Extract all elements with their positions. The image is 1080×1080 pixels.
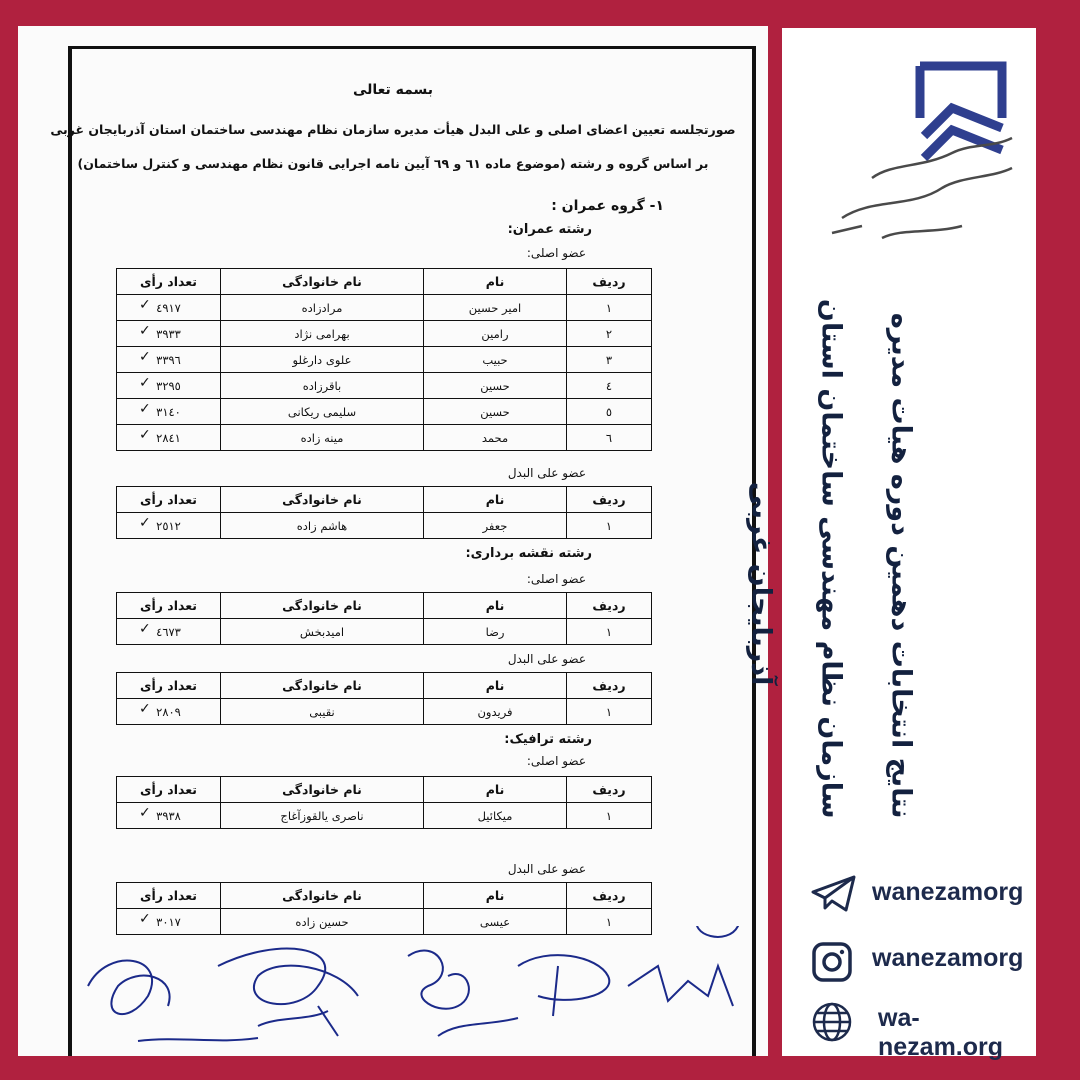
check-mark: ✓ xyxy=(139,701,151,717)
col-first-name: نام xyxy=(424,673,567,699)
cell-last-name: باقرزاده xyxy=(221,373,424,399)
col-last-name: نام خانوادگی xyxy=(221,777,424,803)
instagram-handle[interactable]: wanezamorg xyxy=(872,944,1024,972)
alt-member-label-civil: عضو علی البدل xyxy=(507,466,586,480)
vote-count: ٢٨٤١ xyxy=(156,430,181,445)
alt-member-label-surveying: عضو علی البدل xyxy=(507,652,586,666)
cell-last-name: امیدبخش xyxy=(221,619,424,645)
col-votes: تعداد رأی xyxy=(117,487,221,513)
vote-count: ٢٨٠٩ xyxy=(156,704,181,719)
cell-votes xyxy=(117,803,221,829)
main-member-label-civil: عضو اصلی: xyxy=(526,246,586,260)
telegram-handle[interactable]: wanezamorg xyxy=(872,878,1024,906)
col-row-number: ردیف xyxy=(567,883,652,909)
check-mark: ✓ xyxy=(139,323,151,339)
cell-last-name: سلیمی ریکانی xyxy=(221,399,424,425)
panel-title-line-3: آذربایجان غربی xyxy=(745,481,777,686)
table-row xyxy=(117,513,652,539)
table-civil-alt xyxy=(116,486,652,539)
cell-first-name: عیسی xyxy=(424,909,567,935)
signature-6 xyxy=(628,966,733,1006)
cell-first-name: حسین xyxy=(424,399,567,425)
vote-count: ٣١٤٠ xyxy=(156,404,181,419)
check-mark: ✓ xyxy=(139,805,151,821)
cell-first-name: امیر حسین xyxy=(424,295,567,321)
main-member-label-traffic: عضو اصلی: xyxy=(526,754,586,768)
cell-first-name: حسین xyxy=(424,373,567,399)
table-row xyxy=(117,347,652,373)
signature-5 xyxy=(518,955,609,1016)
cell-first-name: حبیب xyxy=(424,347,567,373)
table-row xyxy=(117,373,652,399)
cell-last-name: مینه زاده xyxy=(221,425,424,451)
cell-row: ٦ xyxy=(567,425,652,451)
table-header-row xyxy=(117,673,652,699)
cell-row: ٣ xyxy=(567,347,652,373)
table-civil-main xyxy=(116,268,652,451)
cell-last-name: بهرامی نژاد xyxy=(221,321,424,347)
cell-row: ١ xyxy=(567,699,652,725)
col-votes: تعداد رأی xyxy=(117,883,221,909)
cell-votes xyxy=(117,513,221,539)
check-mark: ✓ xyxy=(139,515,151,531)
document-title-line-1: صورتجلسه تعیین اعضای اصلی و علی البدل هیأت مدیره سازمان نظام مهندسی ساختمان استان آذربایجان غربی xyxy=(50,122,736,137)
signature-8 xyxy=(138,1038,258,1041)
group-heading: ١- گروه عمران : xyxy=(551,198,664,214)
col-votes: تعداد رأی xyxy=(117,777,221,803)
table-header-row xyxy=(117,269,652,295)
col-votes: تعداد رأی xyxy=(117,269,221,295)
vote-count: ٣٢٩٥ xyxy=(156,378,181,393)
document-header: بسمه تعالی xyxy=(352,82,434,98)
cell-row: ١ xyxy=(567,619,652,645)
col-last-name: نام خانوادگی xyxy=(221,269,424,295)
signatures xyxy=(18,926,768,1056)
signature-1 xyxy=(88,961,170,1015)
signature-9 xyxy=(438,1018,518,1036)
signature-2 xyxy=(218,949,358,1005)
alt-member-label-traffic: عضو علی البدل xyxy=(507,862,586,876)
organization-logo xyxy=(802,58,1022,248)
document-title-line-2: بر اساس گروه و رشته (موضوع ماده ٦١ و ٦٩ آیین نامه اجرایی قانون نظام مهندسی و کنترل ساختمان) xyxy=(77,156,709,171)
check-mark: ✓ xyxy=(139,349,151,365)
vote-count: ٣٩٣٨ xyxy=(156,808,181,823)
instagram-icon xyxy=(810,940,854,984)
panel-title-line-1: نتایج انتخابات دهمین دوره هیات مدیره xyxy=(885,312,917,819)
cell-votes xyxy=(117,699,221,725)
table-row xyxy=(117,295,652,321)
table-header-row xyxy=(117,593,652,619)
cell-first-name: فریدون xyxy=(424,699,567,725)
field-heading-surveying: رشته نقشه برداری: xyxy=(465,546,592,561)
col-row-number: ردیف xyxy=(567,487,652,513)
field-heading-traffic: رشته ترافیک: xyxy=(504,732,592,747)
col-first-name: نام xyxy=(424,487,567,513)
cell-row: ١ xyxy=(567,513,652,539)
main-member-label-surveying: عضو اصلی: xyxy=(526,572,586,586)
col-last-name: نام خانوادگی xyxy=(221,673,424,699)
signature-7 xyxy=(678,926,740,937)
col-votes: تعداد رأی xyxy=(117,593,221,619)
telegram-icon xyxy=(810,874,858,914)
col-votes: تعداد رأی xyxy=(117,673,221,699)
col-row-number: ردیف xyxy=(567,777,652,803)
instagram-row[interactable] xyxy=(794,938,1034,982)
col-first-name: نام xyxy=(424,593,567,619)
check-mark: ✓ xyxy=(139,621,151,637)
cell-first-name: رامین xyxy=(424,321,567,347)
cell-last-name: مرادزاده xyxy=(221,295,424,321)
cell-votes xyxy=(117,619,221,645)
vote-count: ٣٩٣٣ xyxy=(156,326,181,341)
cell-votes xyxy=(117,399,221,425)
cell-votes xyxy=(117,425,221,451)
cell-last-name: ناصری یالقوزآغاج xyxy=(221,803,424,829)
cell-last-name: هاشم زاده xyxy=(221,513,424,539)
table-traffic-main xyxy=(116,776,652,829)
table-header-row xyxy=(117,883,652,909)
table-header-row xyxy=(117,777,652,803)
col-row-number: ردیف xyxy=(567,673,652,699)
signature-3 xyxy=(258,1006,338,1036)
table-row xyxy=(117,803,652,829)
col-last-name: نام خانوادگی xyxy=(221,883,424,909)
col-first-name: نام xyxy=(424,269,567,295)
signature-4 xyxy=(408,950,469,1008)
vote-count: ٣٣٩٦ xyxy=(156,352,181,367)
cell-row: ١ xyxy=(567,803,652,829)
check-mark: ✓ xyxy=(139,375,151,391)
website-row[interactable] xyxy=(794,998,1034,1061)
table-surveying-alt xyxy=(116,672,652,725)
field-heading-civil: رشته عمران: xyxy=(507,222,592,237)
col-last-name: نام خانوادگی xyxy=(221,487,424,513)
vote-count: ٢٥١٢ xyxy=(156,518,181,533)
table-surveying-main xyxy=(116,592,652,645)
cell-row: ٤ xyxy=(567,373,652,399)
cell-row: ٢ xyxy=(567,321,652,347)
globe-icon xyxy=(810,1000,854,1044)
scanned-document xyxy=(18,26,768,1056)
table-row xyxy=(117,699,652,725)
table-row xyxy=(117,321,652,347)
col-first-name: نام xyxy=(424,777,567,803)
cell-row: ١ xyxy=(567,909,652,935)
col-last-name: نام خانوادگی xyxy=(221,593,424,619)
check-mark: ✓ xyxy=(139,911,151,927)
vote-count: ٤٩١٧ xyxy=(156,300,181,315)
col-row-number: ردیف xyxy=(567,593,652,619)
cell-last-name: نقیبی xyxy=(221,699,424,725)
cell-first-name: محمد xyxy=(424,425,567,451)
cell-votes xyxy=(117,373,221,399)
table-row xyxy=(117,619,652,645)
cell-votes xyxy=(117,295,221,321)
info-panel xyxy=(745,28,1036,1061)
cell-votes xyxy=(117,347,221,373)
check-mark: ✓ xyxy=(139,297,151,313)
cell-votes xyxy=(117,321,221,347)
col-row-number: ردیف xyxy=(567,269,652,295)
table-header-row xyxy=(117,487,652,513)
cell-first-name: جعفر xyxy=(424,513,567,539)
cell-first-name: رضا xyxy=(424,619,567,645)
cell-row: ٥ xyxy=(567,399,652,425)
panel-title-line-2: سازمان نظام مهندسی ساختمان استان xyxy=(815,298,847,819)
cell-last-name: حسین زاده xyxy=(221,909,424,935)
cell-last-name: علوی دارغلو xyxy=(221,347,424,373)
check-mark: ✓ xyxy=(139,401,151,417)
col-first-name: نام xyxy=(424,883,567,909)
telegram-row[interactable] xyxy=(794,872,1034,916)
cell-row: ١ xyxy=(567,295,652,321)
table-row xyxy=(117,399,652,425)
vote-count: ٣٠١٧ xyxy=(156,914,181,929)
cell-first-name: میکائیل xyxy=(424,803,567,829)
table-row xyxy=(117,425,652,451)
vote-count: ٤٦٧٣ xyxy=(156,624,181,639)
check-mark: ✓ xyxy=(139,427,151,443)
website-url[interactable]: wa-nezam.org xyxy=(878,1004,1004,1061)
